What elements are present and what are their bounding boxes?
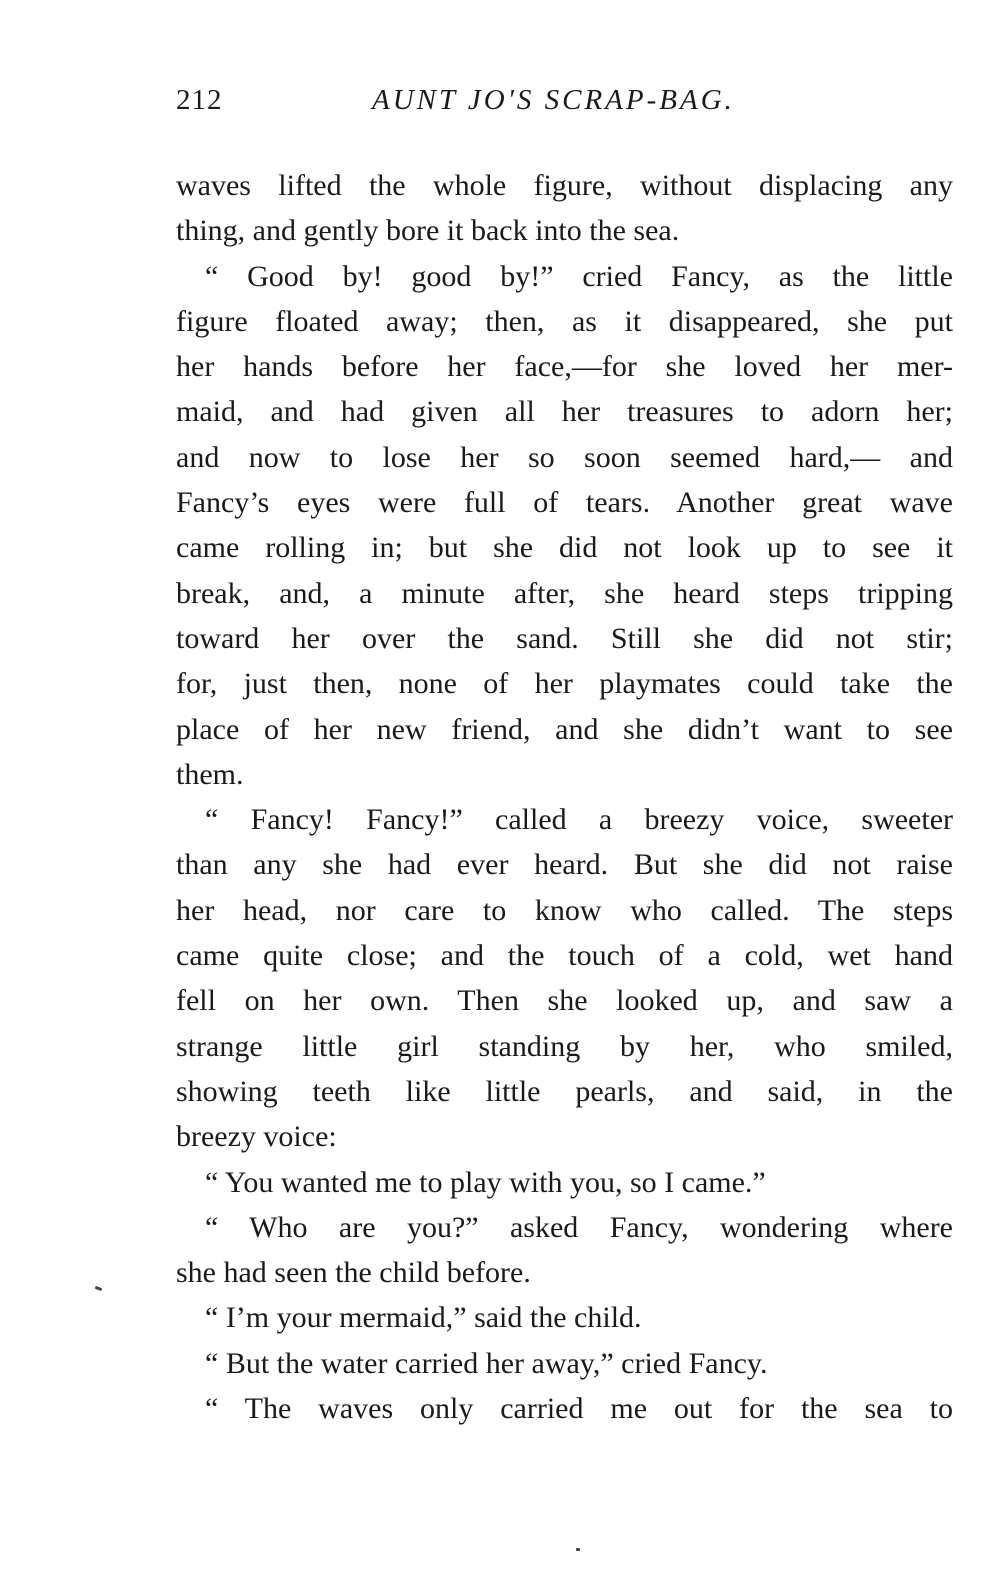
text-line: figure floated away; then, as it disappeared, she put [176,304,953,338]
text-line: fell on her own. Then she looked up, and saw a [176,984,953,1018]
text-line: place of her new friend, and she didn’t want to see [176,712,953,746]
text-line: “ But the water carried her away,” cried Fancy. [205,1346,768,1380]
text-line: her head, nor care to know who called. The steps [176,893,953,927]
page-header [176,78,956,122]
text-line: toward her over the sand. Still she did not stir; [176,621,953,655]
text-line: “ Fancy! Fancy!” called a breezy voice, sweeter [205,803,953,837]
text-line: her hands before her face,—for she loved her mer- [176,350,953,384]
text-line: “ I’m your mermaid,” said the child. [205,1301,642,1335]
scan-speck [576,1548,580,1551]
text-line: “ Good by! good by!” cried Fancy, as the little [205,259,953,293]
text-line: waves lifted the whole figure, without displacing any [176,169,953,202]
text-line: “ The waves only carried me out for the sea to [205,1392,953,1426]
scan-speck [95,1286,103,1291]
text-line: break, and, a minute after, she heard steps tripping [176,576,953,610]
text-line: strange little girl standing by her, who smiled, [176,1029,953,1063]
text-line: came rolling in; but she did not look up to see it [176,531,953,565]
page-number: 212 [176,84,223,116]
text-line: “ Who are you?” asked Fancy, wondering where [205,1210,953,1244]
text-line: than any she had ever heard. But she did not raise [176,848,953,882]
text-line: thing, and gently bore it back into the sea. [176,214,680,248]
text-line: breezy voice: [176,1120,337,1154]
body-text [176,163,953,1431]
running-title: AUNT JO'S SCRAP-BAG. [372,84,735,116]
text-line: for, just then, none of her playmates could take the [176,667,953,701]
text-line: “ You wanted me to play with you, so I came.” [205,1165,766,1199]
text-line: them. [176,757,244,791]
text-line: she had seen the child before. [176,1256,531,1290]
text-line: came quite close; and the touch of a cold, wet hand [176,939,953,973]
text-line: maid, and had given all her treasures to adorn her; [176,395,953,429]
text-line: showing teeth like little pearls, and said, in the [176,1074,953,1108]
text-line: and now to lose her so soon seemed hard,— and [176,440,953,474]
text-line: Fancy’s eyes were full of tears. Another great wave [176,486,953,520]
